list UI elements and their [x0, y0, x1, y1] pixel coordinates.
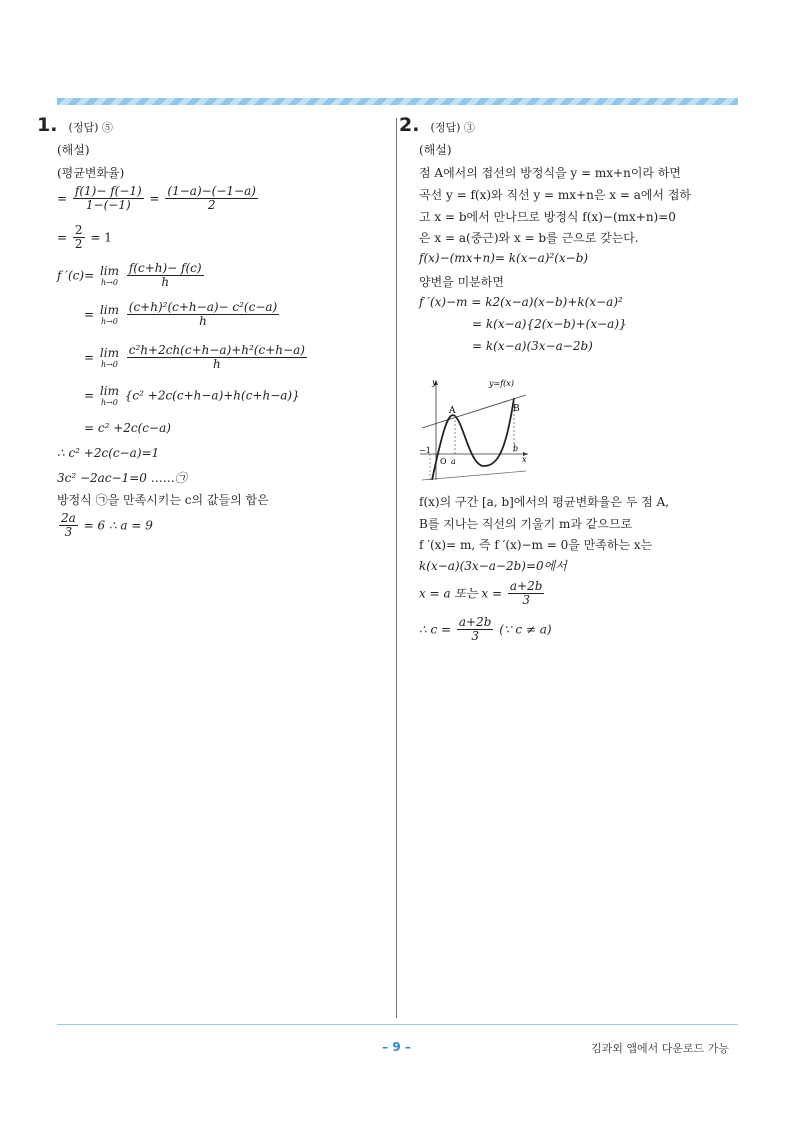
q1-line5: = lim h→0 $\frac{\text{c²h+2ch(c+h−a)+h²(c+h−a)}}{h}$ — [84, 343, 305, 372]
q2-explain-label: (해설) — [419, 143, 452, 157]
q1-frac1: $\frac{f(1)- f(-1)}{1-(-1)}$ — [74, 184, 142, 213]
q2-p4: 은 x = a(중근)와 x = b를 근으로 갖는다. — [419, 231, 639, 245]
q1-line7: = c² +2c(c−a) — [84, 421, 171, 435]
footer-rule — [57, 1024, 738, 1025]
q2-p15: ∴ c = $\frac{a+2b}{3}$ (∵ c ≠ a) — [419, 615, 552, 644]
origin-label: O — [440, 457, 447, 466]
q2-p10: f(x)의 구간 [a, b]에서의 평균변화율은 두 점 A, — [419, 495, 670, 509]
q2-p9: = k(x−a)(3x−a−2b) — [472, 339, 593, 353]
q1-line3: f ′(c)= lim h→0 $\frac{f(c+h)- f(c)}{h}$ — [57, 261, 202, 290]
curve-label: y=f(x) — [489, 379, 514, 388]
page-number: – 9 – — [382, 1040, 411, 1054]
b-label: b — [513, 444, 519, 453]
minus-one-label: −1 — [419, 446, 431, 455]
footer-note: 김과외 앱에서 다운로드 가능 — [590, 1042, 729, 1055]
q1-frac2: $\frac{(1-a)-(-1-a)}{2}$ — [167, 184, 256, 213]
a-label: a — [451, 457, 456, 466]
x-axis-label: x — [522, 455, 527, 464]
q2-number: 2. — [399, 114, 420, 136]
q2-p6: 양변을 미분하면 — [419, 275, 504, 289]
header-stripe — [57, 98, 738, 105]
point-a-label: A — [449, 406, 456, 416]
cubic-graph — [418, 376, 530, 484]
q2-p14: x = a 또는 x = $\frac{a+2b}{3}$ — [419, 579, 543, 608]
q1-line4: = lim h→0 $\frac{\text{(c+h)²(c+h−a)− c²(c−a)}}{h}$ — [84, 300, 278, 329]
point-b-label: B — [513, 404, 520, 414]
q1-line10: 방정식 ㉠을 만족시키는 c의 값들의 합은 — [57, 493, 269, 507]
q1-line1: = $\frac{f(1)- f(-1)}{1-(-1)}$ = $\frac{(1-a)-(-1-a)}{2}$ — [57, 184, 256, 213]
y-axis-label: y — [432, 378, 437, 387]
q2-answer: (정답) ③ — [430, 121, 475, 134]
q1-line8: ∴ c² +2c(c−a)=1 — [57, 446, 160, 460]
q1-explain-label: (해설) — [57, 143, 90, 157]
q2-p11: B를 지나는 직선의 기울기 m과 같으므로 — [419, 517, 633, 531]
q2-p1: 점 A에서의 접선의 방정식을 y = mx+n이라 하면 — [419, 166, 682, 180]
q1-sub-label: (평균변화율) — [57, 166, 125, 180]
q1-line11: $\frac{2a}{3}$ = 6 ∴ a = 9 — [61, 511, 153, 540]
q1-answer: (정답) ⑤ — [68, 121, 113, 134]
q2-p8: = k(x−a){2(x−b)+(x−a)} — [472, 317, 627, 331]
q2-p12: f ′(x)= m, 즉 f ′(x)−m = 0을 만족하는 x는 — [419, 538, 653, 552]
q2-p5: f(x)−(mx+n)= k(x−a)²(x−b) — [419, 251, 589, 265]
q1-number: 1. — [37, 114, 58, 136]
q1-line6: = lim h→0 {c² +2c(c+h−a)+h(c+h−a)} — [84, 384, 300, 407]
q2-p13: k(x−a)(3x−a−2b)=0에서 — [419, 559, 567, 573]
q2-header — [399, 114, 475, 136]
column-divider — [396, 118, 397, 1018]
q1-line9: 3c² −2ac−1=0 ……㉠ — [57, 471, 187, 485]
q1-header — [37, 114, 113, 136]
q2-p2: 곡선 y = f(x)와 직선 y = mx+n은 x = a에서 접하 — [419, 188, 692, 202]
q1-line2: = $\frac{2}{2}$ = 1 — [57, 223, 112, 252]
q2-p3: 고 x = b에서 만나므로 방정식 f(x)−(mx+n)=0 — [419, 210, 676, 224]
q2-p7: f ′(x)−m = k2(x−a)(x−b)+k(x−a)² — [419, 295, 623, 309]
